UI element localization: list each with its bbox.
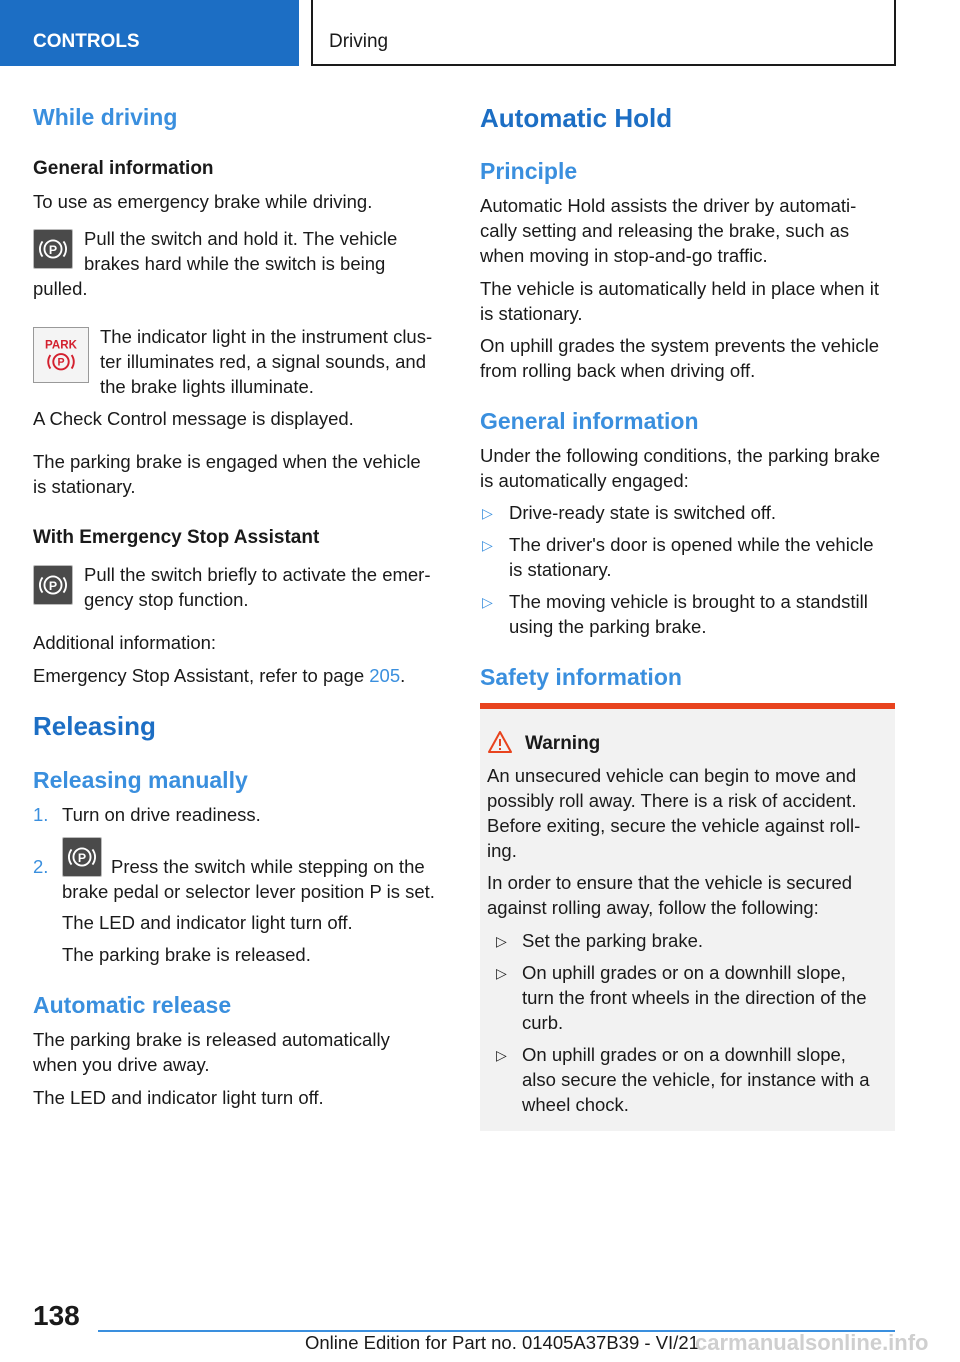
reference-end: . [400, 665, 406, 686]
step-text: The LED and indicator light turn off. [62, 912, 353, 933]
paragraph: Pull the switch and hold it. The vehicle [84, 228, 398, 249]
park-indicator-icon [33, 327, 89, 383]
reference-text: Emergency Stop Assistant, refer to page [33, 665, 370, 686]
edition-text: Online Edition for Part no. 01405A37B39 - VI/21 [305, 1332, 699, 1353]
paragraph: Pull the switch briefly to activate the emer- [84, 564, 431, 585]
heading-releasing: Releasing [33, 711, 156, 741]
paragraph: The LED and indicator light turn off. [33, 1087, 324, 1108]
svg-text:P: P [48, 242, 58, 257]
paragraph: Additional information: [33, 632, 217, 653]
page-link[interactable]: 205 [369, 665, 401, 686]
bullet-icon: ▷ [496, 965, 507, 981]
heading-general-info-right: General information [480, 408, 699, 434]
paragraph: ing. [487, 840, 517, 861]
watermark: carmanualsonline.info [695, 1330, 929, 1355]
page-number: 138 [33, 1300, 80, 1331]
paragraph: from rolling back when driving off. [480, 360, 756, 381]
paragraph: gency stop function. [84, 589, 249, 610]
heading-esa: With Emergency Stop Assistant [33, 527, 320, 548]
paragraph: In order to ensure that the vehicle is secured [487, 872, 853, 893]
bullet-icon: ▷ [482, 505, 493, 521]
paragraph-reference [33, 663, 405, 688]
bullet-icon: ▷ [482, 594, 493, 610]
step-text: Turn on drive readiness. [62, 804, 261, 825]
step-text: Press the switch while stepping on the [111, 856, 425, 877]
paragraph: is stationary. [480, 303, 583, 324]
paragraph: The indicator light in the instrument clus- [100, 326, 433, 347]
list-item: turn the front wheels in the direction of the [522, 987, 867, 1008]
list-item: is stationary. [509, 559, 612, 580]
page-section-title: Driving [311, 0, 896, 66]
svg-text:P: P [48, 578, 58, 593]
heading-general-info: General information [33, 158, 214, 179]
list-item: using the parking brake. [509, 616, 707, 637]
svg-text:P: P [57, 356, 65, 369]
step-number: 2. [33, 856, 49, 877]
heading-automatic-hold: Automatic Hold [480, 103, 673, 133]
list-item: On uphill grades or on a downhill slope, [522, 1044, 846, 1065]
paragraph: the brake lights illuminate. [100, 376, 314, 397]
bullet-icon: ▷ [482, 537, 493, 553]
paragraph: pulled. [33, 278, 88, 299]
section-tab[interactable]: CONTROLS [0, 0, 299, 66]
paragraph: Before exiting, secure the vehicle against roll- [487, 815, 861, 836]
paragraph: A Check Control message is displayed. [33, 408, 354, 429]
paragraph: Automatic Hold assists the driver by automati- [480, 195, 857, 216]
parking-brake-switch-icon [33, 229, 73, 269]
parking-brake-switch-icon [33, 565, 73, 605]
paragraph: against rolling away, follow the following: [487, 897, 819, 918]
paragraph: The parking brake is engaged when the vehicle [33, 451, 421, 472]
svg-text:P: P [77, 850, 87, 865]
step-number: 1. [33, 804, 49, 825]
paragraph: cally setting and releasing the brake, such as [480, 220, 850, 241]
list-item: The driver's door is opened while the vehicle [509, 534, 874, 555]
paragraph: is stationary. [33, 476, 136, 497]
step-text: The parking brake is released. [62, 944, 311, 965]
heading-principle: Principle [480, 158, 578, 184]
list-item: The moving vehicle is brought to a standstill [509, 591, 868, 612]
paragraph: The vehicle is automatically held in place when it [480, 278, 879, 299]
paragraph: To use as emergency brake while driving. [33, 191, 373, 212]
paragraph: Under the following conditions, the parking brake [480, 445, 881, 466]
parking-brake-switch-icon [62, 837, 102, 877]
list-item: wheel chock. [522, 1094, 629, 1115]
heading-automatic-release: Automatic release [33, 992, 232, 1018]
list-item: Drive-ready state is switched off. [509, 502, 776, 523]
warning-title: Warning [525, 733, 601, 754]
bullet-icon: ▷ [496, 933, 507, 949]
paragraph: ter illuminates red, a signal sounds, and [100, 351, 426, 372]
list-item: curb. [522, 1012, 564, 1033]
paragraph: when moving in stop-and-go traffic. [480, 245, 768, 266]
paragraph: An unsecured vehicle can begin to move and [487, 765, 857, 786]
warning-triangle-icon [487, 730, 513, 754]
list-item: also secure the vehicle, for instance with a [522, 1069, 870, 1090]
heading-while-driving: While driving [33, 104, 178, 130]
bullet-icon: ▷ [496, 1047, 507, 1063]
heading-safety-info: Safety information [480, 664, 682, 690]
paragraph: is automatically engaged: [480, 470, 689, 491]
paragraph: when you drive away. [33, 1054, 210, 1075]
heading-releasing-manually: Releasing manually [33, 767, 248, 793]
paragraph: possibly roll away. There is a risk of accident. [487, 790, 857, 811]
list-item: Set the parking brake. [522, 930, 703, 951]
park-label: PARK [45, 339, 77, 352]
step-text: brake pedal or selector lever position P is set. [62, 881, 435, 902]
paragraph: On uphill grades the system prevents the vehicle [480, 335, 879, 356]
paragraph: The parking brake is released automatically [33, 1029, 390, 1050]
paragraph: brakes hard while the switch is being [84, 253, 386, 274]
list-item: On uphill grades or on a downhill slope, [522, 962, 846, 983]
